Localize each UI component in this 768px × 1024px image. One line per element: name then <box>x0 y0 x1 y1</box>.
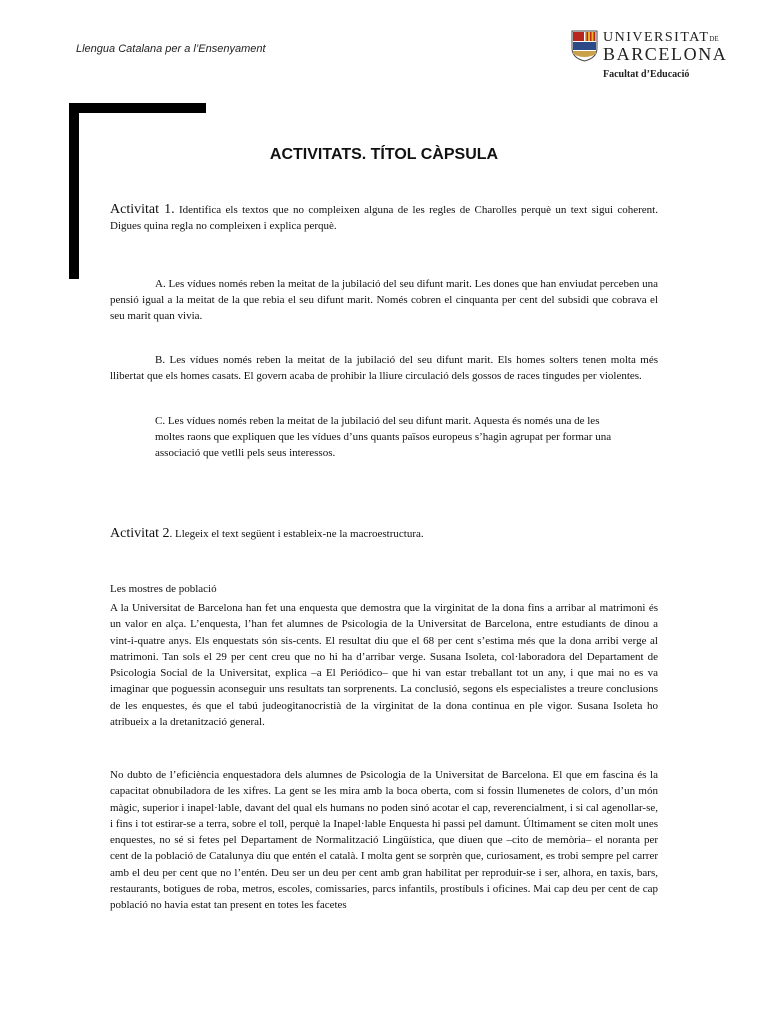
activitat-1-item-b: B. Les vídues només reben la meitat de la jubilació del seu difunt marit. Els homes solters tenen molta més llibertat que els homes casats. El govern acaba de prohibir la lliure circulació dels gossos de races tingudes per violentes. <box>110 354 658 382</box>
activitat-2 <box>110 526 658 542</box>
activitat-1-item-a: A. Les vídues només reben la meitat de la jubilació del seu difunt marit. Les dones que han enviudat perceben una pensió igual a la meitat de la que rebia el seu difunt marit. Només cobren el cinquanta per cent del subsidi que cobrava el seu marit quan vivia. <box>110 278 658 322</box>
university-shield-icon <box>571 30 598 62</box>
activitat-1 <box>110 202 658 234</box>
decorative-bracket-top <box>69 103 206 113</box>
logo-faculty: Facultat d’Educació <box>603 69 690 80</box>
page-title: ACTIVITATS. TÍTOL CÀPSULA <box>269 146 499 163</box>
text-paragraph-2: No dubto de l’eficiència enquestadora dels alumnes de Psicologia de la Universitat de Barcelona. El que em fascina és la capacitat obnubiladora de les xifres. La gent se les mira amb la boca oberta, com si fossin llumenetes de colors, d’un món màgic, superior i inapel·lable, davant del qual els humans no poden sinó acotar el cap, reverencialment, i si cal agenollar-se, i fins i tot estirar-se a terra, sobre el toll, perquè la Inapel·lable Enquesta hi passi pel damunt. Últimament se citen molt unes enquestes, no sé si fetes pel Departament de Normalització Lingüística, que diuen que –cito de memòria– el noranta per cent de la població de Catalunya diu que entén el català. I molta gent se sorprèn que, curiosament, es trobi sempre pel carrer amb el deu per cent que no l’entén. Deu ser un deu per cent amb gran habilitat per reproduir-se i ser, alhora, en taxis, bars, restaurants, botigues de roba, metros, escoles, comissaries, parcs infantils, prostíbuls i oficines. Mai cap deu per cent de cap població no havia estat tan present en totes les facetes <box>110 769 658 912</box>
activitat-1-item-c: C. Les vídues només reben la meitat de la jubilació del seu difunt marit. Aquesta és només una de les moltes raons que expliquen que les vídues d’uns quants països europeus s’hagin agrupat per formar una associació que vetlli pels seus interessos. <box>155 415 612 459</box>
activitat-2-instruction: . Llegeix el text següent i estableix-ne la macroestructura. <box>169 528 424 540</box>
logo-line1-suffix: DE <box>709 35 719 43</box>
text-paragraph-1: A la Universitat de Barcelona han fet una enquesta que demostra que la virginitat de la dona fins a arribar al matrimoni és un valor en alça. L’enquesta, l’han fet alumnes de Psicologia de la Universitat de Barcelona, entre estudiants de dinou a vint-i-quatre anys. Els enquestats són sis-cents. El resultat diu que el 68 per cent s’estima més que la dona arribi verge al matrimoni. Tan sols el 29 per cent creu que no hi ha d’arribar verge. Susana Isoleta, col·laboradora del Departament de Psicologia Social de la Universitat, explica –a El Periódico– que hi van estar treballant tot un any, i que mai no es va imaginar que poguessin aconseguir uns resultats tan sorprenents. La conclusió, segons els especialistes a treure conclusions de les enquestes, és que el tabú judeogitanocristià de la virginitat de la dona continua en ple vigor. Susana Isoleta ho atribueix a la dretanització general. <box>110 602 658 729</box>
activitat-1-instruction: Identifica els textos que no compleixen alguna de les regles de Charolles perquè un text sigui coherent. Digues quina regla no compleixen i explica perquè. <box>110 204 658 232</box>
logo-line1: UNIVERSITAT <box>603 30 710 45</box>
text-subtitle: Les mostres de població <box>110 583 217 595</box>
decorative-bracket-left <box>69 103 79 279</box>
university-logo <box>563 27 739 89</box>
activitat-1-label: Activitat 1. <box>110 202 175 217</box>
logo-barcelona: BARCELONA <box>603 44 728 64</box>
activitat-2-label: Activitat 2 <box>110 526 170 541</box>
course-header: Llengua Catalana per a l’Ensenyament <box>76 43 266 55</box>
